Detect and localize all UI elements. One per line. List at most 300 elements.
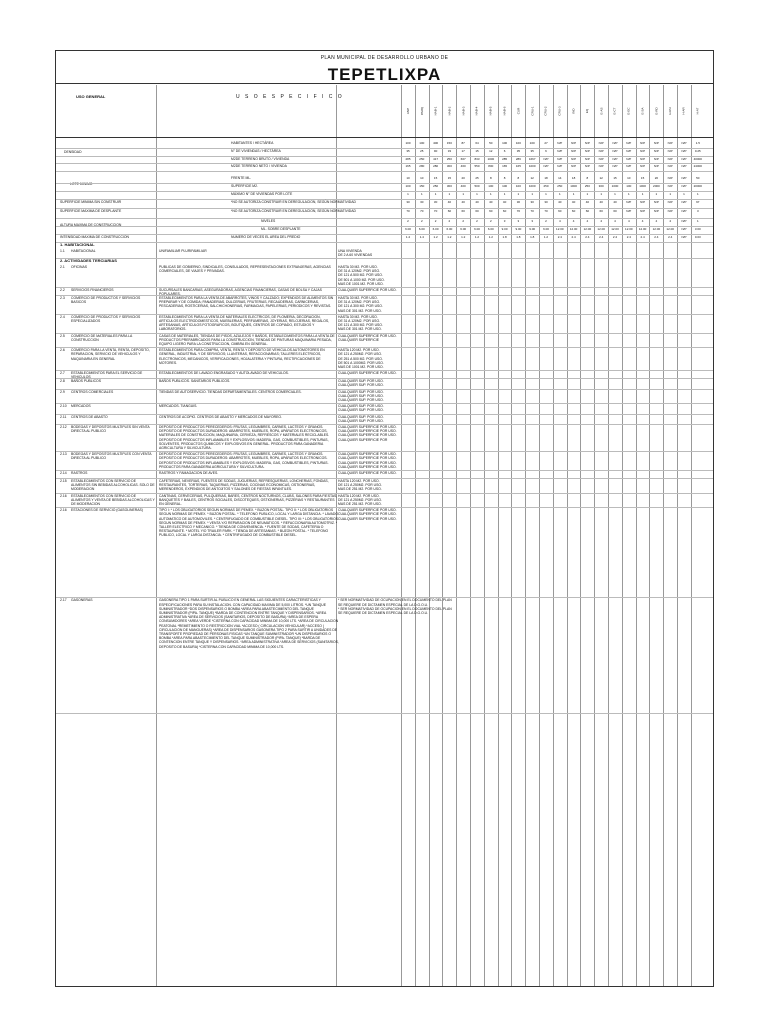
- activity-condition: HASTA 30 M2. POR USO.: [338, 296, 378, 300]
- zone-value: N/P: [653, 148, 659, 153]
- zone-value: 60: [571, 209, 576, 214]
- zone-value: 100: [502, 184, 508, 188]
- lote-minimo-row-label: FRENTE ML.: [231, 176, 252, 181]
- zone-value: 1.2: [461, 234, 466, 239]
- zone-value: 40: [447, 199, 452, 204]
- activity-number: 2.15: [60, 479, 67, 483]
- zone-value: 417: [433, 156, 439, 161]
- zone-value: 20: [461, 176, 465, 181]
- zone-value: 4: [600, 219, 603, 224]
- zone-value: 250: [446, 156, 452, 161]
- uso-general-header: USO GENERAL: [76, 94, 106, 99]
- zone-value: 100: [626, 184, 632, 188]
- table-row: [56, 171, 713, 172]
- activity-condition: CUALQUIER SUP. POR USO.: [338, 414, 384, 419]
- zone-value: 2.4: [571, 234, 576, 239]
- activity-specs: MERCADOS. TIANGUIS.: [159, 404, 198, 409]
- activity-specs: ESTABLECIMIENTOS PARA COMPRA, VENTA, RENTA Y DEPOSITO DE VEHICULOS AUTOMOTORES EN GENERAL, INDUSTRIAL Y DE SERVICIOS; LLANTERAS, REFACCIONARIAS; TALLERES ELECTRICOS, ELECTRONICOS, MECANICOS, VERIFICACIONES, HOJALATERIA Y PINTURA, RECTIFICACIONES DE MOTORES.: [159, 348, 325, 365]
- column-divider: [608, 85, 609, 986]
- activity-specs: RASTROS Y FAMAGACION DE AVES.: [159, 471, 219, 475]
- zone-value: 2.4: [612, 234, 618, 239]
- zone-value: 1.2: [433, 234, 438, 239]
- activity-name: MERCADOS: [71, 404, 91, 409]
- zone-value: N/P: [571, 141, 577, 145]
- activity-condition: CUALQUIER SUP. POR USO.: [338, 404, 384, 409]
- zone-value: 10: [627, 176, 631, 181]
- zone-value: 100: [419, 141, 425, 145]
- zone-value: 1.4: [419, 234, 424, 239]
- zone-value: N/P: [681, 227, 687, 231]
- activity-condition: DE 121 A 300 M2. POR USO.: [338, 304, 383, 309]
- zone-value: 2: [489, 219, 492, 224]
- zone-value: 6.00: [432, 227, 439, 231]
- zone-header: [525, 85, 539, 137]
- activity-condition: DE 501 A 1000M2. POR USO.: [338, 360, 384, 365]
- activity-specs: CAFETERIAS, NEVERIAS, FUENTES DE SODAS, JUGUERIAS, REFRESQUERIAS, LONCHERIAS, FONDAS, RESTAURANTES, TORTERIAS, TAQUERIAS, PIZZERIAS, COCINAS ECONOMICAS, OSTIONERIAS, MERENDEROS, EXPENDIOS DE ANTOJITOS Y SALONES DE FIESTAS INFANTILES.: [159, 479, 329, 492]
- activity-condition: DE 2 A 60 VIVIENDAS: [338, 252, 373, 257]
- zone-value: 6: [503, 148, 506, 153]
- zone-header: [511, 85, 525, 137]
- header-divider: [56, 137, 713, 138]
- activity-specs: ESTABLECIMIENTOS DE LAVADO ENGRASADO Y AUTOLAVADO DE VEHICULOS.: [159, 371, 289, 376]
- zone-value: 8: [517, 176, 520, 181]
- zone-value: 100: [405, 141, 411, 145]
- activity-number: 2.8: [60, 379, 65, 384]
- zone-value: 15: [475, 148, 479, 153]
- zone-value: 100: [529, 141, 535, 145]
- zone-value: 35: [516, 148, 521, 153]
- zone-header-label: PARQ: [419, 106, 424, 116]
- zone-value: 1: [503, 191, 506, 196]
- zone-header: [567, 85, 581, 137]
- zone-header-label: CRU-1: [530, 106, 535, 116]
- altura-row-label: ML. SOBRE DESPLANTE: [261, 227, 301, 231]
- activity-condition: SE REQUIERE DE DICTAMEN ESPECIAL DE LA D.G.O.U.: [338, 611, 429, 615]
- zone-value: N/P: [681, 156, 687, 161]
- activity-condition: CUALQUIER SUP. POR USO.: [338, 418, 384, 423]
- activity-number: 2.1: [60, 265, 65, 269]
- zone-value: 150: [419, 184, 425, 188]
- zone-value: N/P: [626, 209, 632, 214]
- zone-value: 12: [530, 176, 534, 181]
- zone-value: 300: [598, 184, 604, 188]
- municipality-title: TEPETLIXPA: [327, 65, 442, 84]
- activity-name: BAÑOS PUBLICOS: [71, 379, 101, 384]
- zone-header: [649, 85, 663, 137]
- plan-title: PLAN MUNICIPAL DE DESARROLLO URBANO DE: [320, 55, 449, 61]
- zone-value: 2.4: [654, 234, 659, 239]
- zone-value: 165: [515, 164, 521, 169]
- zone-value: 286: [515, 156, 521, 161]
- zone-value: 280: [433, 164, 439, 169]
- zone-value: 1000: [487, 156, 495, 161]
- zone-value: 4: [627, 219, 630, 224]
- zone-value: N/P: [557, 141, 563, 145]
- zone-value: 40000: [693, 156, 702, 161]
- zone-value: N/P: [681, 164, 687, 169]
- activity-condition: CUALQUIER SUPERFICIE POR: [338, 437, 388, 442]
- zone-value: N/P: [667, 184, 673, 188]
- activity-condition: CUALQUIER SUP. POR USO.: [338, 408, 384, 413]
- zone-value: 1000: [528, 164, 536, 169]
- zone-value: N/P: [653, 199, 659, 204]
- zone-header-label: HAB-3: [461, 106, 466, 116]
- zone-value: 40: [599, 199, 603, 204]
- zone-value: 70: [420, 209, 424, 214]
- zone-value: 1: [614, 191, 616, 196]
- activity-condition: MAS DE 301 M2. POR USO.: [338, 327, 382, 332]
- title-divider: [56, 83, 713, 84]
- zone-value: 4: [655, 219, 658, 224]
- activity-condition: CUALQUIER SUPERFICIE POR USO.: [338, 425, 397, 429]
- zone-value: 3: [696, 209, 699, 214]
- activity-condition: DE 501 A 1000 M2. POR USO.: [338, 277, 385, 282]
- zone-value: 1.8: [502, 234, 507, 239]
- zone-value: N/P: [571, 148, 577, 153]
- activity-specs: ESTABLECIMIENTOS PARA LA VENTA DE ABARROTES, VINOS Y CALZADO; EXPENDIOS DE ALIMENTOS SIN PREPARAR Y DE COMIDA; PANADERIAS, DULCERIAS, FRUTERIAS, RECAUDERIAS, CARNICERIAS, PESCADERIAS, ROSTICERIAS, SALCHICHONERIAS, FARMACIAS, PAPELERIAS, PERIODICOS Y REVISTAS.: [159, 296, 334, 309]
- zone-header: [429, 85, 443, 137]
- zone-value: 250: [419, 156, 425, 161]
- zone-value: 60: [599, 209, 603, 214]
- column-divider: [594, 85, 595, 986]
- activity-number: 2.13: [60, 452, 67, 457]
- zone-value: 12.00: [597, 227, 605, 231]
- activity-condition: HASTA 120 M2. POR USO.: [338, 493, 380, 498]
- zone-header-label: H-RU: [668, 107, 673, 115]
- activity-specs: GASONERA TIPO 1 PARA SURTIR AL PUBLICO EN GENERAL LAS SIGUIENTES CARACTERISTICAS Y ESPECIFICACIONES PARA SU INSTALACION. CON CAPACIDAD MAXIMA DE 5,000 LITROS. *UN TANQUE SUMINISTRADOR *DOS DISPENSARIOS O BOMBA *AREA PARA ABASTECIMIENTO DEL TANQUE SUMINISTRADOR (PIPA- TANQUE) *BARDA DE CONTENCION ENTRE TANQUE Y DISPENSARIOS. *AREA ADMINISTRATIVA *AREA DE SERVICIOS (SANITARIOS, DEPOSITO DE BASURA) *AREA DE ESPERA CONSUMIDORES *AREA VERDE *CISTERNA CON CAPACIDAD MINIMA DE 10,000 LTS. *AREA DE CIRCULACION PEATONAL *REMETIMIENTO O RESTRICCION VIAL *ACCESO ( CIRCULACION VEHICULAR) *ACCESO ( CIRCULACION DE MANGUERAS) *AREA DE DISPENSARIOS GASONERA TIPO 2 PARA SURTIR A UNIDADES DE TRANSPORTE PROPIEDAD DE PERSONAS FISICAS *UN TANQUE SUMINISTRADOR *UN DISPENSARIOS O BOMBA *AREA PARA ABASTECIMIENTO DEL TANQUE SUMINISTRADOR (PIPA- TANQUE) *BARDA DE CONTENCION ENTRE TANQUE Y DISPENSARIOS. *AREA ADMINISTRATIVA *AREA DE SERVICIOS (SANITARIOS, DEPOSITO DE BASURA) *CISTERNA CON CAPACIDAD MINIMA DE 10,000 LTS.: [159, 598, 339, 649]
- zone-value: 1.4: [405, 234, 411, 239]
- activity-condition: DE 121 A 300 M2. POR USO.: [338, 323, 383, 328]
- zone-value: 400: [460, 184, 466, 188]
- activity-condition: UNA VIVIENDA: [338, 248, 362, 253]
- activity-name: CENTROS DE ABASTO: [71, 414, 108, 419]
- zone-value: 33: [447, 148, 452, 153]
- zone-value: 400: [433, 141, 439, 145]
- zone-value: N/P: [584, 156, 590, 161]
- zone-value: N/P: [681, 176, 687, 181]
- zone-value: N/P: [681, 148, 687, 153]
- activity-condition: MAS DE 251 M2. POR USO.: [338, 502, 382, 506]
- activity-condition: MAS DE 251 M2. POR USO.: [338, 487, 382, 492]
- zone-value: 18: [544, 176, 548, 181]
- zone-value: 40: [558, 199, 562, 204]
- activity-name: COMERCIO DE PRODUCTOS Y SERVICIOS BASICOS: [71, 296, 141, 305]
- zone-value: 40: [502, 199, 507, 204]
- activity-condition: CUALQUIER SUP. POR USO.: [338, 383, 384, 388]
- activity-number: 2.6: [60, 348, 65, 353]
- zone-value: N/P: [626, 199, 632, 204]
- zone-value: 2: [462, 219, 465, 224]
- zone-value: N/P: [584, 148, 590, 153]
- zone-header-label: E-CT: [612, 107, 617, 115]
- zone-value: N/P: [584, 141, 590, 145]
- zone-value: N/P: [640, 156, 646, 161]
- zone-value: 1.2: [474, 234, 480, 239]
- activity-condition: CUALQUIER SUPERFICIE POR USO.: [338, 460, 397, 465]
- zone-value: 1: [572, 191, 575, 196]
- activity-specs: BAÑOS PUBLICOS. SANITARIOS PUBLICOS.: [159, 379, 231, 384]
- zone-value: 1: [420, 191, 423, 196]
- zone-value: 8: [503, 176, 506, 181]
- zone-value: 1.8: [530, 234, 535, 239]
- zone-value: 6.00: [446, 227, 453, 231]
- zone-header-label: ANP: [405, 107, 410, 115]
- zone-value: 2.4: [557, 234, 562, 239]
- zone-header-label: EQ: [585, 108, 590, 114]
- sup-construir-label: SUPERFICIE MINIMA SIN CONSTRUIR: [60, 199, 122, 204]
- activity-condition: CUALQUIER SUPERFICIE: [338, 337, 380, 342]
- zone-value: N/P: [598, 164, 604, 169]
- zone-value: N/P: [681, 141, 687, 145]
- zone-header: [636, 85, 650, 137]
- zone-value: 250: [557, 184, 563, 188]
- zone-value: N/P: [626, 156, 632, 161]
- zone-value: N/P: [612, 164, 618, 169]
- zone-value: 24000: [693, 164, 702, 169]
- zone-value: 250: [543, 184, 549, 188]
- activity-specs: SUCURSALES BANCARIAS, ASEGURADORAS, AGENCIAS FINANCIERAS, CASAS DE BOLSA Y CAJAS POPULARES.: [159, 288, 322, 297]
- zone-header-label: H-AT: [695, 107, 700, 115]
- activity-condition: * SER NORMATIVIDAD DE OCUPACION EN EL DOCUMENTO DEL PLAN: [338, 598, 452, 603]
- zone-value: 8: [489, 176, 492, 181]
- activity-name: HABITACIONAL: [71, 248, 96, 253]
- zone-value: 1: [476, 191, 478, 196]
- activity-condition: CUALQUIER SUPERFICIE POR USO.: [338, 371, 397, 376]
- activity-condition: CUALQUIER SUPERFICIE POR USO.: [338, 456, 397, 461]
- zone-value: 14: [558, 176, 562, 181]
- zone-value: 12.00: [638, 227, 647, 231]
- activity-number: 2.16: [60, 508, 67, 513]
- zone-value: N/P: [681, 234, 687, 239]
- zone-value: N/P: [626, 141, 632, 145]
- table-row: [56, 713, 713, 714]
- zone-value: N/P: [557, 148, 563, 153]
- zone-value: 20000: [693, 184, 702, 188]
- zone-value: 1: [600, 191, 603, 196]
- zone-value: 12.00: [625, 227, 633, 231]
- zone-header: [539, 85, 553, 137]
- zone-value: N/P: [598, 141, 604, 145]
- zone-value: 6.00: [474, 227, 480, 231]
- activity-condition: CUALQUIER SUPERFICIE POR USO.: [338, 433, 397, 438]
- column-divider: [677, 85, 678, 986]
- zone-value: 4: [614, 219, 616, 224]
- section-title: 2. ACTIVIDADES TERCIARIAS: [60, 258, 117, 263]
- zone-value: 6.00: [487, 227, 494, 231]
- sup-construir-note: *NO SE AUTORIZA CONSTRUIR EN DEREGULACION, SEGÚN NORMATIVIDAD: [231, 199, 356, 204]
- zone-header: [484, 85, 498, 137]
- zone-value: 30: [516, 199, 521, 204]
- activity-name: ESTACIONES DE SERVICIO (GASOLINERAS): [71, 508, 143, 513]
- zone-value: 15: [613, 176, 617, 181]
- zone-value: 1000: [611, 184, 619, 188]
- column-divider: [484, 85, 485, 986]
- activity-condition: CUALQUIER SUP. POR USO.: [338, 379, 384, 384]
- zone-value: 150: [446, 141, 452, 145]
- zone-header: [442, 85, 456, 137]
- zone-value: 40: [475, 199, 479, 204]
- zone-value: N/P: [681, 199, 687, 204]
- zone-value: 12.00: [611, 227, 619, 231]
- zone-value: 15: [447, 176, 452, 181]
- zone-value: 550: [474, 164, 480, 169]
- zone-value: 0.25: [694, 148, 701, 153]
- zone-value: 3: [531, 219, 534, 224]
- activity-specs: CENTROS DE ACOPIO. CENTROS DE ABASTO Y MERCADOS DE MAYOREO.: [159, 414, 282, 419]
- zone-value: N/P: [640, 199, 646, 204]
- zone-value: 2: [407, 219, 409, 224]
- activity-condition: CUALQUIER SUPERFICIE POR USO.: [338, 508, 397, 513]
- zone-value: 2: [420, 219, 423, 224]
- zone-value: N/P: [571, 156, 577, 161]
- zone-value: 60: [489, 209, 493, 214]
- zone-value: 9.00: [501, 227, 508, 231]
- activity-condition: HASTA 30 M2. POR USO.: [338, 265, 378, 269]
- zone-value: 40: [489, 199, 493, 204]
- activity-condition: CUALQUIER SUPERFICIE POR USO.: [338, 429, 397, 434]
- zone-value: 1.2: [488, 234, 493, 239]
- zone-value: 2: [434, 219, 437, 224]
- activity-condition: DE 31 A 120M2. POR USO.: [338, 269, 381, 274]
- zone-value: 90: [433, 148, 438, 153]
- zone-value: 12: [489, 148, 493, 153]
- zone-header: [456, 85, 470, 137]
- zone-value: 30: [420, 199, 424, 204]
- activity-number: 1.1: [60, 248, 65, 253]
- zone-value: 87: [461, 141, 465, 145]
- zone-value: N/P: [640, 164, 646, 169]
- zone-header-label: CUR: [516, 107, 521, 115]
- zone-value: 1: [627, 191, 630, 196]
- densidad-label: DENSIDAD: [64, 150, 82, 154]
- zone-value: 60: [502, 209, 507, 214]
- zone-value: 12.00: [583, 227, 592, 231]
- activity-condition: CUALQUIER SUP. POR USO.: [338, 393, 384, 398]
- activity-name: COMERCIO DE PRODUCTOS Y SERVICIOS ESPECIALIZADOS: [71, 314, 141, 323]
- activity-condition: SE REQUIERE DE DICTAMEN ESPECIAL DE LA D.G.O.U.: [338, 602, 429, 607]
- activity-specs: ESTABLECIMIENTOS PARA LA VENTA DE MATERIALES ELECTRICOS, DE PLOMERIA, DECORACION, ARTICULOS ELECTRODOMESTICOS, MUEBLERIAS, PERFUMERIAS, JOYERIAS, RELOJERIAS, REGALOS, ARTESANIAS, ARTICULOS FOTOGRAFICOS, BOUTIQUES, CENTROS DE COPIADO, ESTUDIOS Y LABORATORIOS.: [159, 314, 330, 332]
- zone-value: 1.8: [516, 234, 521, 239]
- zone-value: 1: [531, 191, 534, 196]
- zone-value: 70: [433, 209, 438, 214]
- activity-condition: MAS DE 1001 M2. POR USO.: [338, 365, 384, 369]
- zone-header: [594, 85, 608, 137]
- zone-value: 1.2: [543, 234, 549, 239]
- activity-number: 2.5: [60, 333, 65, 338]
- activity-number: 2.2: [60, 288, 65, 292]
- zone-value: N/P: [681, 219, 687, 224]
- zone-value: 1: [545, 191, 547, 196]
- zone-value: 10: [420, 176, 424, 181]
- intensidad-spec: NUMERO DE VECES EL AREA DEL PREDIO: [231, 234, 301, 239]
- zone-value: 9.00: [515, 227, 522, 231]
- zone-value: 4: [572, 219, 575, 224]
- zone-value: 3: [503, 219, 506, 224]
- zone-value: N/P: [557, 164, 563, 169]
- zone-value: 1.5: [695, 141, 700, 145]
- sup-desplante-label: SUPERFICIE MAXIMA DE DESPLANTE: [60, 209, 122, 214]
- activity-condition: DE 31 A 120M2. POR USO.: [338, 319, 381, 323]
- activity-number: 2.10: [60, 404, 67, 409]
- activity-name: ESTABLECIMIENTOS PARA EL SERVICIO DE VEHICULOS: [71, 371, 143, 380]
- zone-header-label: HAB-5: [488, 106, 493, 116]
- general-column-divider: [156, 85, 157, 986]
- activity-condition: CUALQUIER SUPERFICIE POR USO.: [338, 512, 397, 517]
- activity-condition: CUALQUIER SUPERFICIE POR USO.: [338, 452, 397, 457]
- column-divider: [539, 85, 540, 986]
- activity-condition: CUALQUIER SUP. POR USO.: [338, 398, 384, 402]
- activity-specs: CANTINAS, CERVECERIAS, PULQUERIAS, BARES, CENTROS NOCTURNOS, CLUBS, SALONES PARA FIESTAS, BANQUETES Y BAILES, CENTROS SOCIALES, DISCOTEQUES, OSTIONERIAS, PIZZERIAS Y RESTAURANTES EN GENERAL.: [159, 493, 338, 506]
- activity-specs: UNIFAMILIAR PLURIFAMILIAR: [159, 248, 207, 253]
- activity-name: SERVICIOS FINANCIEROS: [71, 288, 114, 292]
- zone-value: 40: [613, 199, 617, 204]
- densidad-row-label: N° DE VIVIENDAS / HECTÁREA: [231, 148, 281, 153]
- zone-value: 70: [516, 209, 521, 214]
- zone-header-label: IND: [571, 108, 576, 114]
- activity-condition: DE 31 A 120M2. POR USO.: [338, 300, 381, 305]
- zone-value: 50: [696, 176, 700, 181]
- zone-header: [553, 85, 567, 137]
- zone-value: 1667: [528, 156, 536, 161]
- column-divider: [691, 85, 692, 986]
- zone-value: 40: [571, 199, 576, 204]
- zone-header-label: HAB-6: [502, 106, 507, 116]
- zone-value: 1: [462, 191, 465, 196]
- activity-condition: CUALQUIER SUPERFICIE POR USO.: [338, 471, 397, 475]
- zone-value: 1: [558, 191, 561, 196]
- activity-condition: HASTA 120 M2. POR USO.: [338, 348, 380, 353]
- zone-header: [608, 85, 622, 137]
- activity-condition: DE 121 A 500 M2. POR USO.: [338, 273, 383, 278]
- activity-number: 2.9: [60, 389, 65, 394]
- zone-value: 1: [641, 191, 644, 196]
- zone-value: 1: [655, 191, 658, 196]
- column-divider: [470, 85, 471, 986]
- activity-name: COMERCIO PARA LA VENTA, RENTA, DEPOSITO, REPARACION, SERVICIO DE VEHICULOS Y MAQUINARIA EN GENERAL: [71, 348, 150, 361]
- zone-value: 2.4: [585, 234, 590, 239]
- zone-header-label: E-RD: [654, 107, 659, 115]
- zone-header-label: E-AS: [599, 107, 604, 115]
- zone-value: 60: [447, 209, 452, 214]
- zone-header: [415, 85, 429, 137]
- activity-specs: TIENDAS DE AUTOSERVICIO. TIENDAS DEPARTAMENTALES. CENTROS COMERCIALES.: [159, 389, 302, 394]
- zone-value: N/P: [681, 184, 687, 188]
- activity-condition: * SER NORMATIVIDAD DE OCUPACION EN EL DOCUMENTO DEL PLAN: [338, 606, 452, 611]
- zone-value: 1: [669, 191, 672, 196]
- column-divider: [415, 85, 416, 986]
- zone-value: 1: [517, 191, 520, 196]
- zone-value: 12: [599, 176, 603, 181]
- zone-value: 280: [419, 164, 425, 169]
- zone-header: [498, 85, 512, 137]
- zone-header-label: HAB-4: [474, 106, 479, 116]
- zone-value: 1000: [570, 184, 577, 188]
- zone-header-label: CRU-3: [557, 106, 562, 116]
- zone-value: N/P: [557, 156, 563, 161]
- zone-value: 833: [474, 156, 480, 161]
- zone-value: 6.00: [460, 227, 467, 231]
- zone-header-label: HAB-1: [433, 106, 438, 116]
- activity-specs: CASAS DE MATERIALES, TIENDAS DE PISOS, AZULEJOS Y BAÑOS, ESTABLECIMIENTOS PARA LA VENTA DE PRODUCTOS PREFABRICADOS PARA LA CONSTRUCCION, TIENDAS DE PINTURAS MAQUINARIA PESADA, EQUIPO LIGERO PARA LA CONSTRUCCION, CIMBRA EN GENERAL.: [159, 333, 335, 346]
- zone-value: N/P: [653, 141, 659, 145]
- zone-header: [691, 85, 705, 137]
- activity-condition: CUALQUIER SUPERFICIE POR USO.: [338, 464, 397, 469]
- zone-value: 2: [448, 219, 451, 224]
- zone-value: 0.03: [694, 234, 701, 239]
- column-divider: [580, 85, 581, 986]
- activity-name: CENTROS COMERCIALES: [71, 389, 114, 394]
- zone-value: 100: [515, 184, 521, 188]
